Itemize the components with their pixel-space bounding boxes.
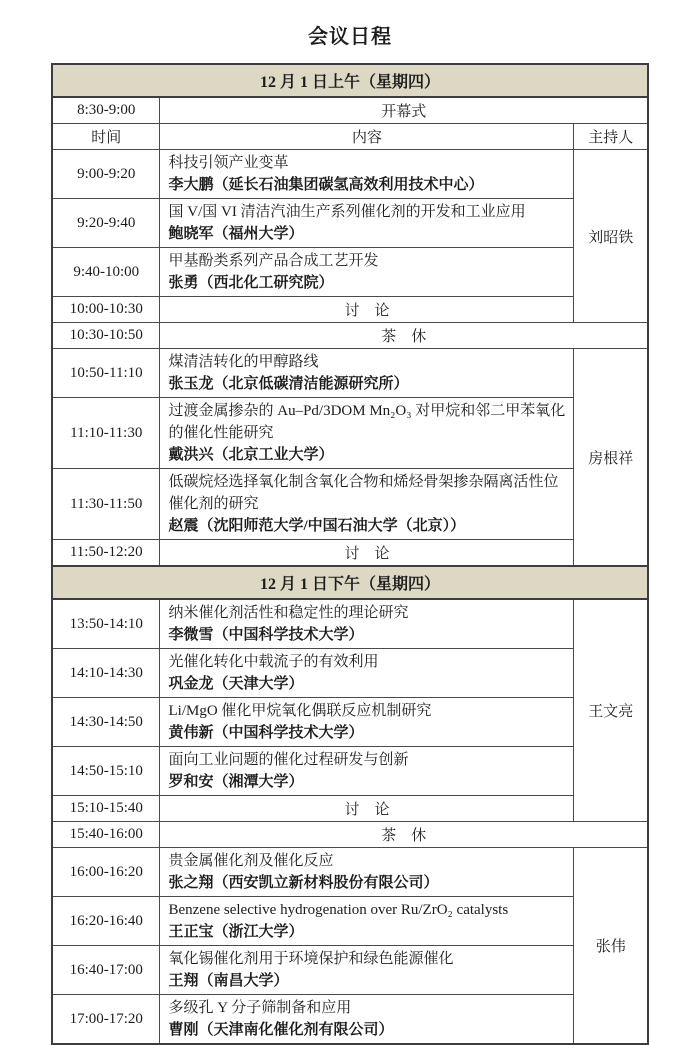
talk-row xyxy=(52,599,648,649)
talk-speaker: 黄伟新（中国科学技术大学） xyxy=(168,725,364,741)
discussion-row xyxy=(52,297,648,323)
talk-title: Benzene selective hydrogenation over Ru/ZrO₂ catalysts xyxy=(168,902,509,918)
talk-speaker: 曹刚（天津南化催化剂有限公司） xyxy=(168,1022,394,1038)
time-cell: 9:20-9:40 xyxy=(52,199,160,248)
discussion-label: 讨 论 xyxy=(160,796,574,822)
discussion-label: 讨 论 xyxy=(160,540,574,567)
talk-row xyxy=(52,150,648,199)
talk-cell xyxy=(160,398,574,469)
talk-row xyxy=(52,248,648,297)
time-cell: 9:40-10:00 xyxy=(52,248,160,297)
talk-title: 光催化转化中载流子的有效利用 xyxy=(168,654,379,670)
talk-cell xyxy=(160,747,574,796)
time-cell: 16:40-17:00 xyxy=(52,946,160,995)
host-cell: 张伟 xyxy=(574,848,648,1045)
talk-speaker: 张玉龙（北京低碳清洁能源研究所） xyxy=(168,376,409,392)
talk-title: 低碳烷烃选择氧化制含氧化合物和烯烃骨架掺杂隔离活性位催化剂的研究 xyxy=(168,474,559,512)
time-cell: 10:30-10:50 xyxy=(52,323,160,349)
talk-row xyxy=(52,469,648,540)
talk-row xyxy=(52,199,648,248)
talk-title: 多级孔 Y 分子筛制备和应用 xyxy=(168,1000,352,1016)
time-cell: 10:50-11:10 xyxy=(52,349,160,398)
talk-speaker: 李微雪（中国科学技术大学） xyxy=(168,627,364,643)
time-cell: 17:00-17:20 xyxy=(52,995,160,1045)
talk-speaker: 王正宝（浙江大学） xyxy=(168,924,304,940)
tea-break-row xyxy=(52,323,648,349)
column-header-time: 时间 xyxy=(52,124,160,150)
time-cell: 14:10-14:30 xyxy=(52,649,160,698)
talk-cell xyxy=(160,349,574,398)
session-header-morning-row xyxy=(52,64,648,97)
opening-row xyxy=(52,97,648,124)
talk-cell xyxy=(160,698,574,747)
talk-cell xyxy=(160,150,574,199)
opening-label: 开幕式 xyxy=(160,97,648,124)
talk-row xyxy=(52,747,648,796)
tea-break-row xyxy=(52,822,648,848)
talk-row xyxy=(52,946,648,995)
talk-title: 过渡金属掺杂的 Au–Pd/3DOM Mn₂O₃ 对甲烷和邻二甲苯氧化的催化性能研究 xyxy=(168,403,566,441)
talk-title: 国 V/国 VI 清洁汽油生产系列催化剂的开发和工业应用 xyxy=(168,204,526,220)
talk-speaker: 张之翔（西安凯立新材料股份有限公司） xyxy=(168,875,439,891)
talk-title: 甲基酚类系列产品合成工艺开发 xyxy=(168,253,379,269)
talk-title: Li/MgO 催化甲烷氧化偶联反应机制研究 xyxy=(168,703,432,719)
talk-title: 氧化锡催化剂用于环境保护和绿色能源催化 xyxy=(168,951,454,967)
talk-cell xyxy=(160,995,574,1045)
time-cell: 11:30-11:50 xyxy=(52,469,160,540)
column-header-row xyxy=(52,124,648,150)
talk-title: 纳米催化剂活性和稳定性的理论研究 xyxy=(168,605,409,621)
talk-cell xyxy=(160,897,574,946)
column-header-host: 主持人 xyxy=(574,124,648,150)
talk-row xyxy=(52,848,648,897)
time-cell: 10:00-10:30 xyxy=(52,297,160,323)
tea-break-label: 茶 休 xyxy=(160,323,648,349)
talk-speaker: 鲍晓军（福州大学） xyxy=(168,226,304,242)
time-cell: 14:30-14:50 xyxy=(52,698,160,747)
time-cell: 16:00-16:20 xyxy=(52,848,160,897)
talk-row xyxy=(52,349,648,398)
talk-speaker: 戴洪兴（北京工业大学） xyxy=(168,447,334,463)
talk-speaker: 王翔（南昌大学） xyxy=(168,973,289,989)
talk-speaker: 罗和安（湘潭大学） xyxy=(168,774,304,790)
talk-speaker: 巩金龙（天津大学） xyxy=(168,676,304,692)
talk-title: 科技引领产业变革 xyxy=(168,155,289,171)
discussion-row xyxy=(52,540,648,567)
session-header-afternoon-row xyxy=(52,566,648,599)
schedule-table xyxy=(51,63,649,1045)
talk-cell xyxy=(160,248,574,297)
talk-title: 煤清洁转化的甲醇路线 xyxy=(168,354,319,370)
talk-cell xyxy=(160,469,574,540)
talk-row xyxy=(52,698,648,747)
time-cell: 9:00-9:20 xyxy=(52,150,160,199)
time-cell: 15:10-15:40 xyxy=(52,796,160,822)
talk-cell xyxy=(160,848,574,897)
talk-row xyxy=(52,995,648,1045)
discussion-row xyxy=(52,796,648,822)
time-cell: 11:50-12:20 xyxy=(52,540,160,567)
column-header-content: 内容 xyxy=(160,124,574,150)
time-cell: 16:20-16:40 xyxy=(52,897,160,946)
time-cell: 15:40-16:00 xyxy=(52,822,160,848)
talk-speaker: 李大鹏（延长石油集团碳氢高效利用技术中心） xyxy=(168,177,484,193)
time-cell: 13:50-14:10 xyxy=(52,599,160,649)
page-title: 会议日程 xyxy=(308,26,392,48)
talk-row xyxy=(52,897,648,946)
talk-speaker: 张勇（西北化工研究院） xyxy=(168,275,334,291)
talk-cell xyxy=(160,599,574,649)
discussion-label: 讨 论 xyxy=(160,297,574,323)
host-cell: 王文亮 xyxy=(574,599,648,822)
tea-break-label: 茶 休 xyxy=(160,822,648,848)
talk-title: 面向工业问题的催化过程研发与创新 xyxy=(168,752,409,768)
talk-row xyxy=(52,649,648,698)
talk-cell xyxy=(160,649,574,698)
host-cell: 刘昭铁 xyxy=(574,150,648,323)
session-header-afternoon: 12 月 1 日下午（星期四） xyxy=(52,566,648,599)
talk-row xyxy=(52,398,648,469)
time-cell: 8:30-9:00 xyxy=(52,97,160,124)
time-cell: 14:50-15:10 xyxy=(52,747,160,796)
host-cell: 房根祥 xyxy=(574,349,648,567)
talk-speaker: 赵震（沈阳师范大学/中国石油大学（北京）） xyxy=(168,518,466,534)
talk-title: 贵金属催化剂及催化反应 xyxy=(168,853,334,869)
time-cell: 11:10-11:30 xyxy=(52,398,160,469)
session-header-morning: 12 月 1 日上午（星期四） xyxy=(52,64,648,97)
talk-cell xyxy=(160,946,574,995)
talk-cell xyxy=(160,199,574,248)
